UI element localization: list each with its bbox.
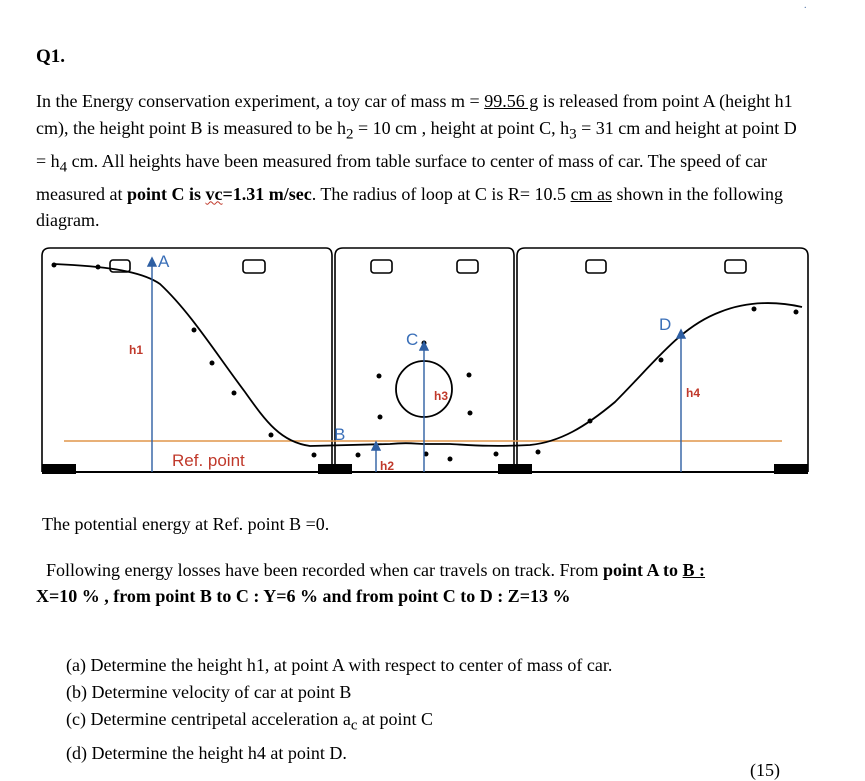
task-c-sub: c: [350, 717, 358, 734]
track-diagram: [40, 242, 812, 478]
height-arrows: [148, 258, 685, 472]
intro-text-2: is released from point A (height h1 cm), the height point B is measured to be h: [36, 91, 793, 138]
task-c-suffix: at point C: [357, 709, 433, 729]
cm-as: cm as: [570, 183, 613, 204]
task-b: (b) Determine velocity of car at point B: [66, 682, 352, 702]
potential-energy-note: The potential energy at Ref. point B =0.: [42, 514, 330, 534]
task-c: [66, 706, 612, 740]
vc-symbol: vc: [205, 183, 223, 204]
label-h3: h3: [434, 389, 449, 403]
subscript-4: 4: [59, 159, 68, 176]
corner-mark: .: [804, 0, 807, 11]
intro-text-6: . The radius of loop at C is R= 10.5: [311, 183, 571, 204]
label-h2: h2: [380, 459, 395, 473]
mass-value: 99.56 g: [484, 91, 539, 111]
task-list: [66, 652, 612, 767]
label-h1: h1: [129, 343, 144, 357]
task-a: (a) Determine the height h1, at point A with respect to center of mass of car.: [66, 655, 613, 675]
intro-text-3: = 10 cm , height at point C, h: [353, 117, 570, 138]
losses-b: B :: [682, 560, 706, 580]
intro-text-4: = 31 cm and height at point D = h: [36, 117, 797, 171]
marks: (15): [750, 760, 780, 780]
point-c-bold: point C is: [126, 183, 206, 204]
losses-text-1: Following energy losses have been recorded when car travels on track. From: [46, 560, 603, 580]
question-intro: [36, 88, 806, 234]
task-c-text: (c) Determine centripetal acceleration a: [66, 709, 351, 729]
losses-line-2: X=10 % , from point B to C : Y=6 % and from point C to D : Z=13 %: [36, 586, 571, 606]
label-d: D: [659, 315, 672, 334]
label-c: C: [406, 330, 419, 349]
task-d: (d) Determine the height h4 at point D.: [66, 742, 347, 763]
label-h4: h4: [686, 386, 701, 400]
track-curve: [54, 264, 802, 446]
energy-losses: [36, 557, 816, 609]
subscript-2: 2: [345, 126, 354, 143]
intro-text-5: cm. All heights have been measured from table surface to center of mass of car. The speed of car measured at: [36, 150, 768, 204]
vc-value: =1.31 m/sec: [222, 183, 312, 204]
slot-icons: [110, 260, 746, 273]
label-b: B: [334, 425, 346, 444]
subscript-3: 3: [569, 126, 577, 143]
label-ref-point: Ref. point: [172, 451, 245, 470]
intro-text-1: In the Energy conservation experiment, a toy car of mass m =: [36, 91, 485, 111]
losses-a-to: point A to: [603, 560, 683, 580]
label-a: A: [158, 252, 170, 271]
track-dots: [52, 263, 799, 462]
question-number: Q1.: [36, 46, 66, 67]
intro-text-7: shown in the following diagram.: [36, 183, 784, 231]
